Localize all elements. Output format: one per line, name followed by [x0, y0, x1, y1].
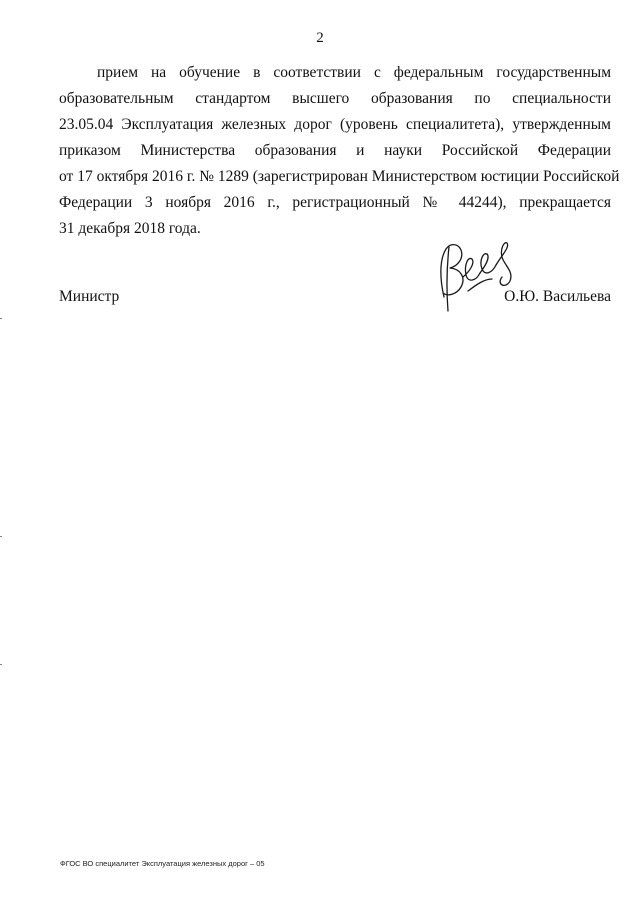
paragraph — [59, 60, 620, 242]
paragraph-line: приказом Министерства образования и науки Российской Федерации — [59, 142, 611, 159]
scan-edge-mark — [0, 318, 2, 319]
signatory-name: О.Ю. Васильева — [504, 288, 611, 305]
scan-edge-mark — [0, 536, 2, 537]
paragraph-line: от 17 октября 2016 г. № 1289 (зарегистрирован Министерством юстиции Российской — [59, 168, 620, 185]
scan-edge-mark — [0, 664, 2, 665]
paragraph-line: 31 декабря 2018 года. — [59, 220, 201, 237]
paragraph-line: Федерации 3 ноября 2016 г., регистрационный № 44244), прекращается — [59, 194, 611, 211]
paragraph-line: прием на обучение в соответствии с федеральным государственным — [97, 64, 611, 81]
signatory-role: Министр — [59, 288, 120, 305]
page-number: 2 — [316, 30, 324, 46]
paragraph-line: 23.05.04 Эксплуатация железных дорог (уровень специалитета), утвержденным — [59, 116, 611, 133]
paragraph-line: образовательным стандартом высшего образования по специальности — [59, 90, 611, 107]
footer-note: ФГОС ВО специалитет Эксплуатация железных дорог – 05 — [60, 859, 265, 868]
signature-block — [59, 284, 611, 310]
